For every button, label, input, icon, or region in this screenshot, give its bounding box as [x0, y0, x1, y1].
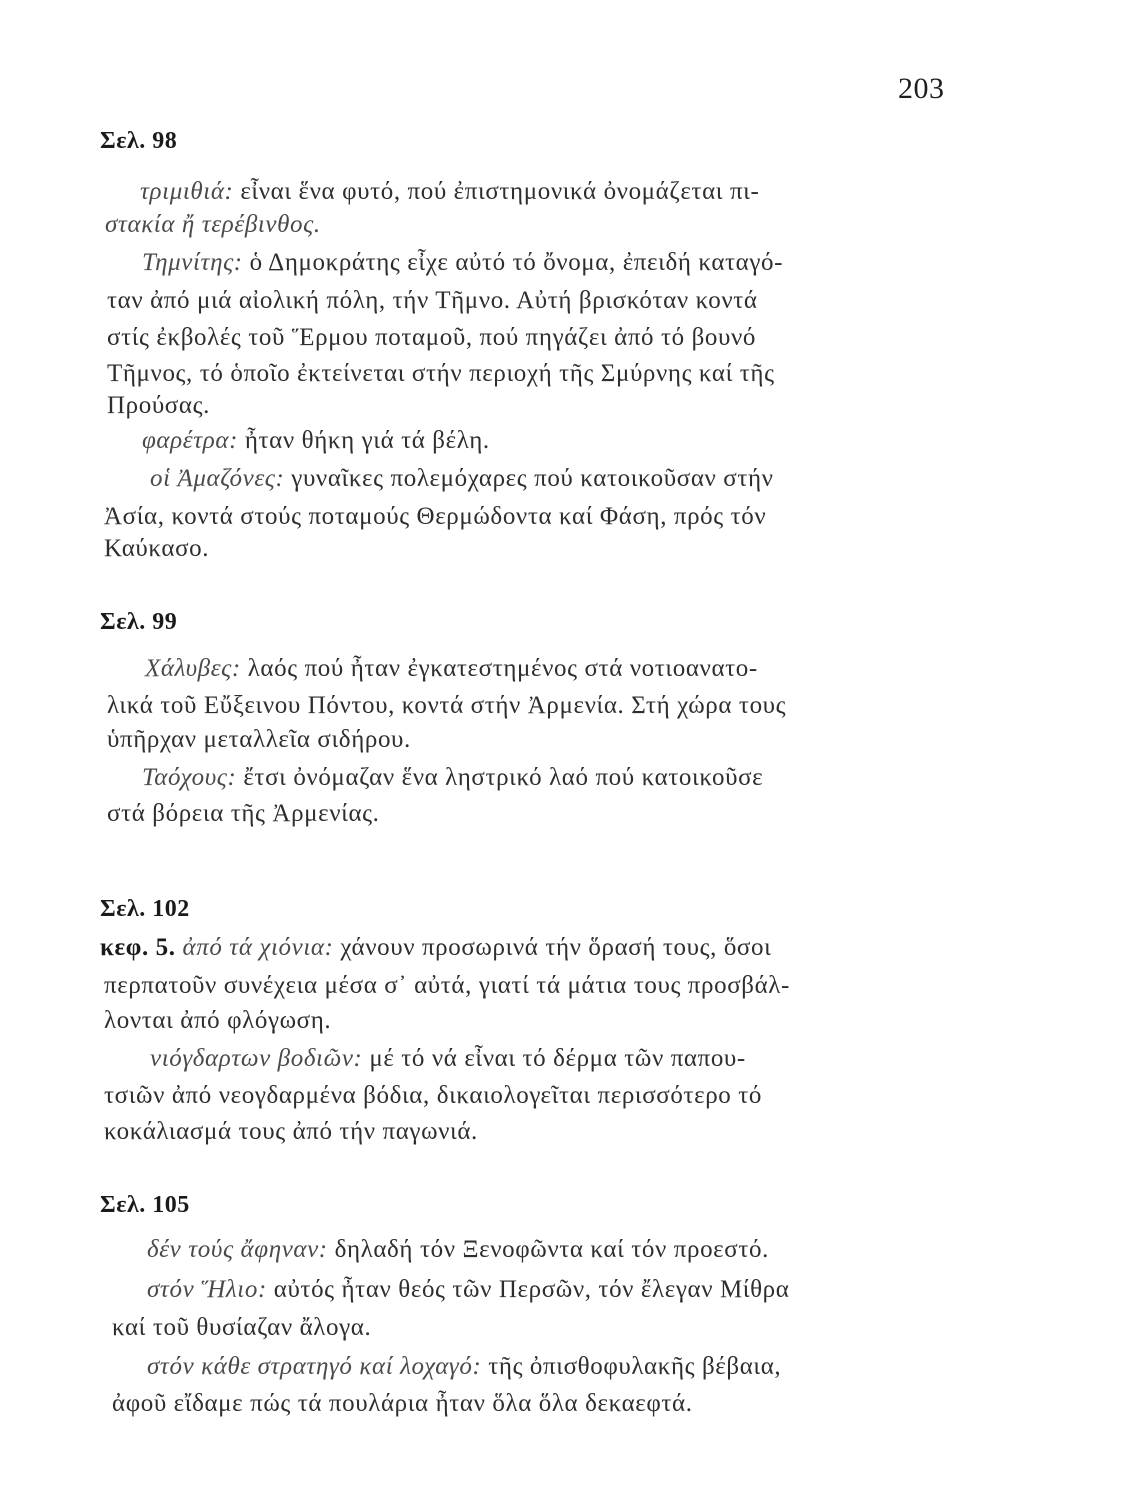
term: φαρέτρα: — [142, 427, 238, 454]
term: νιόγδαρτων βοδιῶν: — [150, 1045, 363, 1072]
term: στόν Ἥλιο: — [147, 1276, 267, 1303]
text-line — [105, 211, 321, 239]
text-line: Προύσας. — [107, 392, 210, 419]
text-line — [147, 1276, 789, 1304]
definition: ἦταν θήκη γιά τά βέλη. — [238, 427, 490, 454]
definition: εἶναι ἕνα φυτό, πού ἐπιστημονικά ὀνομάζεται πι- — [233, 178, 760, 205]
definition: τῆς ὀπισθοφυλακῆς βέβαια, — [481, 1353, 782, 1380]
term: Χάλυβες: — [145, 655, 241, 682]
definition: αὐτός ἦταν θεός τῶν Περσῶν, τόν ἔλεγαν Μίθρα — [266, 1276, 790, 1303]
definition: λαός πού ἦταν ἐγκατεστημένος στά νοτιοανατο- — [240, 655, 758, 682]
text-line — [150, 1045, 746, 1073]
text-line: καί τοῦ θυσίαζαν ἄλογα. — [112, 1314, 372, 1341]
section-heading: Σελ. 105 — [100, 1192, 190, 1218]
text-line: ἀφοῦ εἴδαμε πώς τά πουλάρια ἦταν ὅλα ὅλα δεκαεφτά. — [112, 1390, 693, 1417]
definition: μέ τό νά εἶναι τό δέρμα τῶν παπου- — [362, 1045, 746, 1072]
text-line: στά βόρεια τῆς Ἀρμενίας. — [107, 800, 380, 827]
text-line — [145, 655, 758, 683]
term: τριμιθιά: — [140, 178, 234, 205]
text-line: ὑπῆρχαν μεταλλεῖα σιδήρου. — [107, 726, 411, 753]
section-heading: Σελ. 98 — [100, 128, 178, 154]
text-line: Ἀσία, κοντά στούς ποταμούς Θερμώδοντα καί Φάση, πρός τόν — [104, 503, 767, 530]
definition: δηλαδή τόν Ξενοφῶντα καί τόν προεστό. — [327, 1236, 769, 1263]
text-line — [100, 934, 771, 962]
term: οἱ Ἀμαζόνες: — [150, 465, 285, 492]
term: στακία ἤ τερέβινθος. — [105, 211, 321, 238]
text-line: ταν ἀπό μιά αἰολική πόλη, τήν Τῆμνο. Αὐτή βρισκόταν κοντά — [107, 287, 758, 314]
term: ἀπό τά χιόνια: — [175, 934, 334, 961]
text-line: τσιῶν ἀπό νεογδαρμένα βόδια, δικαιολογεῖται περισσότερο τό — [104, 1082, 762, 1109]
text-line: Τῆμνος, τό ὁποῖο ἐκτείνεται στήν περιοχή τῆς Σμύρνης καί τῆς — [107, 360, 775, 387]
text-line: περπατοῦν συνέχεια μέσα σ᾽ αὐτά, γιατί τά μάτια τους προσβάλ- — [104, 972, 790, 999]
term: στόν κάθε στρατηγό καί λοχαγό: — [147, 1353, 482, 1380]
text-line — [142, 249, 783, 277]
definition: ὁ Δημοκράτης εἶχε αὐτό τό ὄνομα, ἐπειδή καταγό- — [242, 249, 784, 276]
text-line — [147, 1236, 769, 1264]
definition: γυναῖκες πολεμόχαρες πού κατοικοῦσαν στήν — [284, 465, 774, 492]
text-line: Καύκασο. — [104, 535, 210, 562]
definition: ἔτσι ὀνόμαζαν ἕνα ληστρικό λαό πού κατοικοῦσε — [236, 764, 764, 791]
term: δέν τούς ἄφηναν: — [147, 1236, 328, 1263]
text-line — [150, 465, 774, 493]
text-line: στίς ἐκβολές τοῦ Ἕρμου ποταμοῦ, πού πηγάζει ἀπό τό βουνό — [107, 324, 757, 351]
definition: χάνουν προσωρινά τήν ὅρασή τους, ὅσοι — [333, 934, 772, 961]
text-line — [142, 764, 763, 792]
text-line — [147, 1353, 781, 1381]
chapter-label: κεφ. 5. — [100, 934, 176, 961]
text-line: λικά τοῦ Εὔξεινου Πόντου, κοντά στήν Ἀρμενία. Στή χώρα τους — [107, 692, 787, 719]
page-number: 203 — [898, 72, 945, 105]
term: Ταόχους: — [142, 764, 237, 791]
term: Τημνίτης: — [142, 249, 243, 276]
text-line: κοκάλιασμά τους ἀπό τήν παγωνιά. — [104, 1118, 478, 1145]
text-line: λονται ἀπό φλόγωση. — [104, 1007, 332, 1034]
section-heading: Σελ. 99 — [100, 609, 178, 635]
text-line — [142, 427, 490, 455]
text-line — [140, 178, 759, 206]
section-heading: Σελ. 102 — [100, 896, 190, 922]
